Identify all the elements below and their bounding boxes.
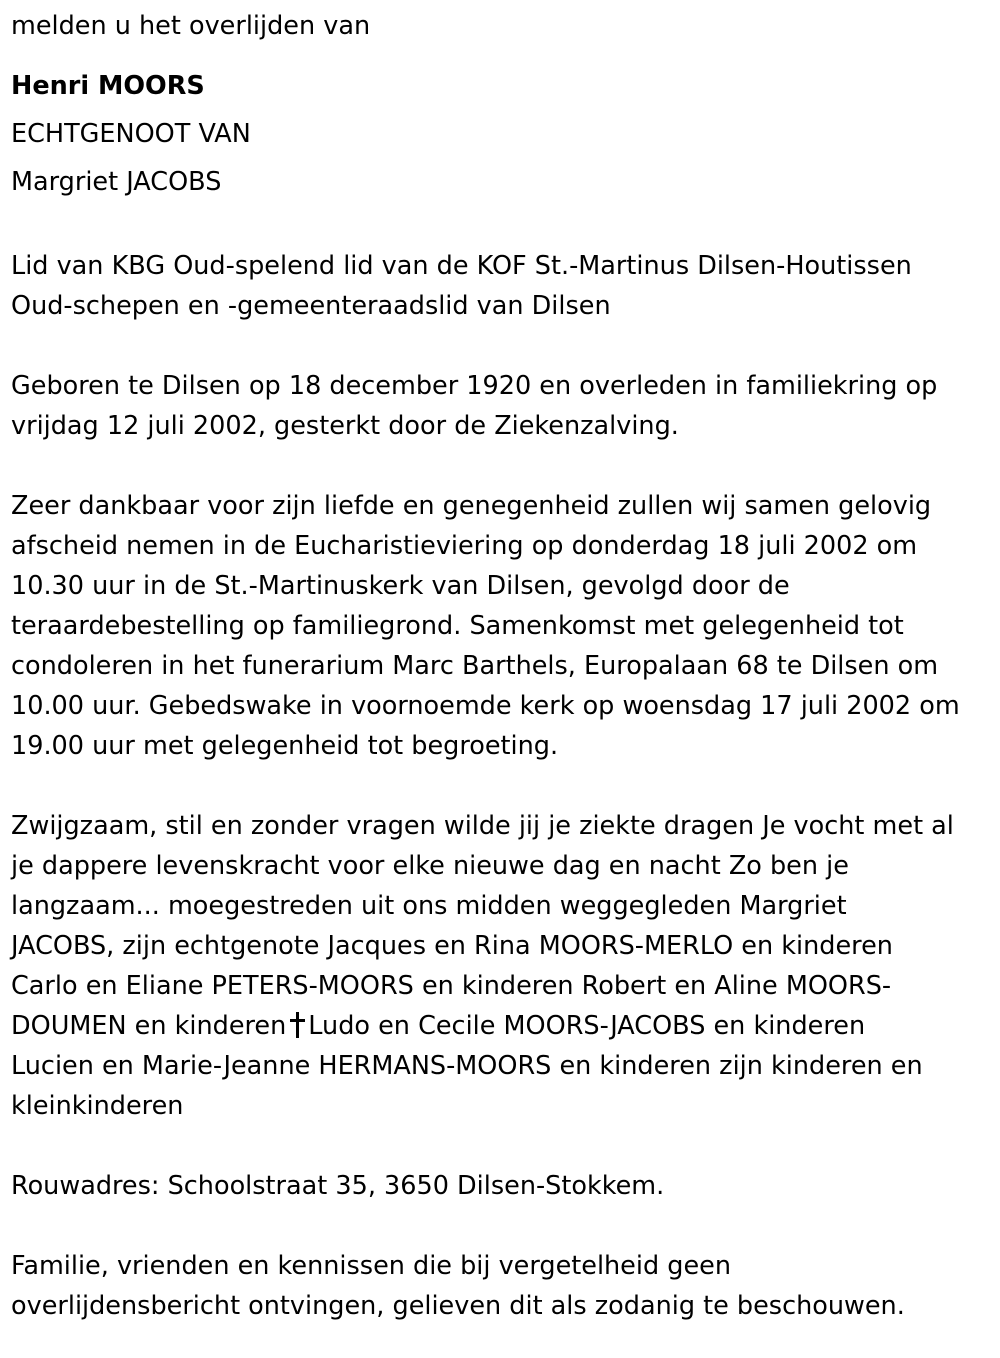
deceased-name: Henri MOORS	[11, 71, 205, 101]
birth-death-paragraph	[11, 366, 991, 446]
family-line-with-cross	[11, 1006, 991, 1046]
cross-icon	[290, 1012, 304, 1038]
relation-label: ECHTGENOOT VAN	[11, 119, 251, 149]
birth-death-line: vrijdag 12 juli 2002, gesterkt door de Ziekenzalving.	[11, 411, 679, 441]
ceremony-line: afscheid nemen in de Eucharistieviering op donderdag 18 juli 2002 om	[11, 531, 918, 561]
family-text: DOUMEN en kinderen	[11, 1011, 287, 1041]
family-line: Carlo en Eliane PETERS-MOORS en kinderen Robert en Aline MOORS-	[11, 971, 892, 1001]
address-line: Rouwadres: Schoolstraat 35, 3650 Dilsen-Stokkem.	[11, 1171, 665, 1201]
ceremony-line: condoleren in het funerarium Marc Barthels, Europalaan 68 te Dilsen om	[11, 651, 939, 681]
ceremony-line: 10.00 uur. Gebedswake in voornoemde kerk op woensdag 17 juli 2002 om	[11, 691, 960, 721]
family-line: Lucien en Marie-Jeanne HERMANS-MOORS en kinderen zijn kinderen en	[11, 1051, 923, 1081]
ceremony-line: 10.30 uur in de St.-Martinuskerk van Dilsen, gevolgd door de	[11, 571, 790, 601]
ceremony-line: Zeer dankbaar voor zijn liefde en genegenheid zullen wij samen gelovig	[11, 491, 932, 521]
membership-line: Lid van KBG Oud-spelend lid van de KOF St.-Martinus Dilsen-Houtissen	[11, 251, 912, 281]
family-line: je dappere levenskracht voor elke nieuwe dag en nacht Zo ben je	[11, 851, 849, 881]
family-paragraph	[11, 806, 991, 1126]
memberships-paragraph	[11, 246, 991, 326]
ceremony-paragraph	[11, 486, 991, 766]
closing-line: overlijdensbericht ontvingen, gelieven dit als zodanig te beschouwen.	[11, 1291, 905, 1321]
deceased-block	[11, 62, 991, 206]
family-line: Zwijgzaam, stil en zonder vragen wilde jij je ziekte dragen Je vocht met al	[11, 811, 954, 841]
family-text: Ludo en Cecile MOORS-JACOBS en kinderen	[308, 1011, 866, 1041]
closing-paragraph	[11, 1246, 991, 1326]
spouse-name: Margriet JACOBS	[11, 167, 222, 197]
ceremony-line: teraardebestelling op familiegrond. Samenkomst met gelegenheid tot	[11, 611, 904, 641]
birth-death-line: Geboren te Dilsen op 18 december 1920 en overleden in familiekring op	[11, 371, 938, 401]
ceremony-line: 19.00 uur met gelegenheid tot begroeting.	[11, 731, 559, 761]
membership-line: Oud-schepen en -gemeenteraadslid van Dilsen	[11, 291, 611, 321]
closing-line: Familie, vrienden en kennissen die bij vergetelheid geen	[11, 1251, 731, 1281]
family-line: kleinkinderen	[11, 1091, 184, 1121]
death-notice	[11, 0, 991, 1326]
intro-text: melden u het overlijden van	[11, 11, 371, 41]
family-line: langzaam... moegestreden uit ons midden weggegleden Margriet	[11, 891, 847, 921]
family-line: JACOBS, zijn echtgenote Jacques en Rina MOORS-MERLO en kinderen	[11, 931, 893, 961]
